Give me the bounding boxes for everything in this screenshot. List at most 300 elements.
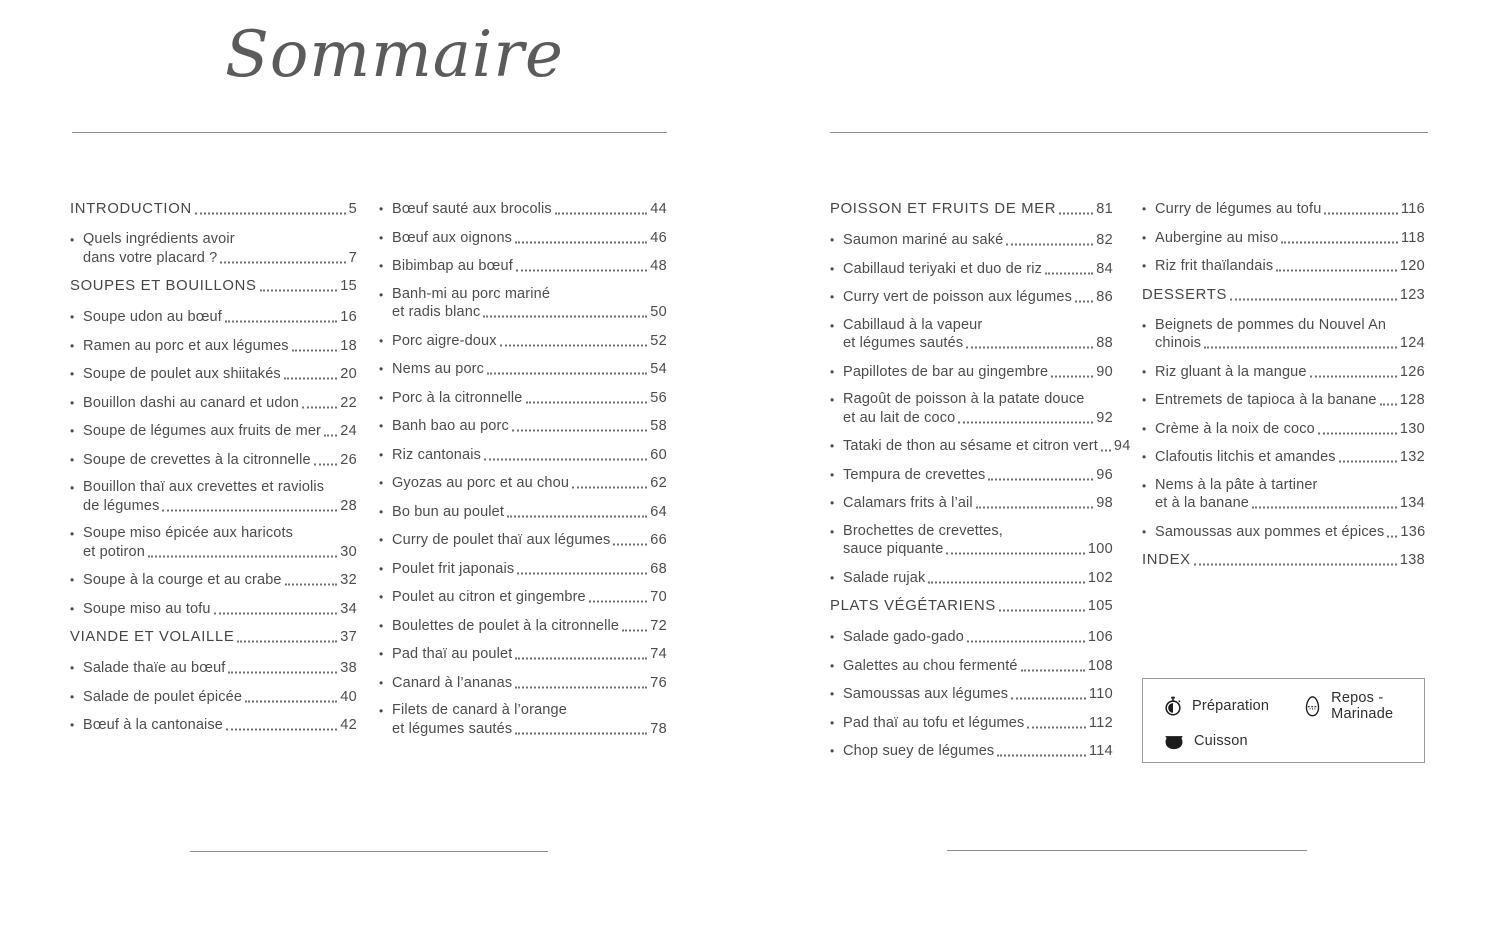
dot-leader: [228, 672, 337, 674]
toc-entry: [830, 685, 1113, 703]
dot-leader: [214, 612, 338, 614]
toc-entry: [1142, 200, 1425, 218]
toc-row: [83, 451, 357, 469]
toc-section: [830, 200, 1113, 218]
entry-body: [843, 494, 1113, 512]
entry-label: de légumes: [83, 497, 160, 514]
entry-label: POISSON ET FRUITS DE MER: [830, 201, 1057, 217]
page-number: 128: [1399, 392, 1425, 408]
entry-label: Curry de légumes au tofu: [1155, 201, 1322, 217]
entry-label: Calamars frits à l’ail: [843, 495, 973, 511]
dot-leader: [517, 572, 647, 574]
entry-label: Cabillaud teriyaki et duo de riz: [843, 260, 1043, 277]
entry-body: [1155, 420, 1425, 438]
toc-row: [392, 531, 667, 549]
entry-body: [843, 391, 1113, 427]
page-number: 32: [340, 572, 357, 588]
entry-label: Chop suey de légumes: [843, 743, 995, 759]
dot-leader: [225, 321, 337, 323]
toc-row: [1155, 391, 1425, 409]
page-number: 138: [1399, 552, 1425, 568]
toc-row: [843, 685, 1113, 703]
page-number: 84: [1096, 260, 1113, 277]
entry-body: [1155, 257, 1425, 275]
bullet-icon: •: [830, 233, 835, 247]
bullet-icon: •: [379, 647, 384, 661]
toc-row: [83, 394, 357, 412]
toc-entry: [379, 200, 667, 218]
page-number: 102: [1087, 569, 1113, 586]
toc-entry: [70, 365, 357, 383]
toc-entry: [830, 742, 1113, 760]
bullet-icon: •: [70, 233, 75, 247]
entry-label: Riz frit thaïlandais: [1155, 258, 1274, 274]
page-number: 34: [340, 600, 357, 617]
toc-entry: [70, 337, 357, 355]
bullet-icon: •: [379, 287, 384, 302]
dot-leader: [285, 584, 338, 586]
bullet-icon: •: [830, 524, 835, 539]
toc-row: [392, 389, 667, 407]
entry-label: Banh-mi au porc mariné: [392, 285, 551, 302]
entry-label: Bœuf aux oignons: [392, 229, 513, 246]
toc-entry: [379, 332, 667, 350]
dot-leader: [526, 401, 648, 403]
bullet-icon: •: [379, 390, 384, 405]
entry-body: [843, 685, 1113, 703]
toc-row: [70, 200, 357, 218]
legend-item-preparation: [1163, 690, 1269, 722]
entry-body: [392, 474, 667, 492]
entry-label: et au lait de coco: [843, 409, 956, 426]
toc-row: [1155, 523, 1425, 541]
entry-label: Pad thaï au tofu et légumes: [843, 714, 1025, 731]
toc-row: [830, 597, 1113, 615]
toc-row: [392, 720, 667, 738]
legend-label-preparation: Préparation: [1192, 698, 1270, 714]
entry-body: [83, 394, 357, 412]
bullet-icon: •: [379, 230, 384, 245]
dot-leader: [487, 373, 647, 375]
entry-body: [1155, 523, 1425, 541]
right-page-bottom-divider: [947, 850, 1307, 851]
dot-leader: [946, 553, 1084, 555]
dot-leader: [1059, 213, 1093, 215]
toc-entry: [379, 674, 667, 692]
toc-row: [83, 716, 357, 734]
dot-leader: [1204, 347, 1397, 349]
page-number: 48: [650, 258, 667, 274]
entry-body: [392, 200, 667, 218]
toc-row: [1155, 334, 1425, 352]
entry-label: Boulettes de poulet à la citronnelle: [392, 617, 620, 634]
dot-leader: [1101, 450, 1111, 452]
entry-body: [392, 286, 667, 322]
toc-row: [392, 360, 667, 378]
bullet-icon: •: [830, 364, 835, 379]
dot-leader: [1339, 461, 1397, 463]
dot-leader: [507, 515, 647, 517]
toc-row: [83, 308, 357, 326]
legend-label-cuisson: Cuisson: [1194, 733, 1248, 749]
dot-leader: [1318, 432, 1397, 434]
bullet-icon: •: [70, 424, 75, 438]
bullet-icon: •: [379, 447, 384, 462]
toc-row: [392, 474, 667, 492]
dot-leader: [1310, 375, 1397, 377]
entry-label: INTRODUCTION: [70, 201, 192, 217]
page-number: 136: [1400, 523, 1426, 540]
entry-label: Porc aigre-doux: [392, 332, 497, 349]
toc-section: [1142, 286, 1425, 304]
toc-column-right-1: [830, 200, 1131, 771]
toc-row: [1155, 200, 1425, 218]
toc-entry: [379, 645, 667, 663]
toc-entry: [70, 571, 357, 589]
dot-leader: [1380, 404, 1397, 406]
bullet-icon: •: [70, 689, 75, 704]
toc-row: [1142, 551, 1425, 569]
bullet-icon: •: [830, 261, 835, 276]
entry-label: Bibimbap au bœuf: [392, 258, 513, 274]
toc-row: [392, 332, 667, 350]
bullet-icon: •: [70, 481, 75, 495]
page-number: 7: [348, 249, 357, 266]
entry-label: Nems au porc: [392, 361, 485, 377]
dot-leader: [1045, 272, 1093, 274]
page-number: 62: [650, 475, 667, 491]
toc-entry: [70, 716, 357, 734]
toc-entry: [830, 288, 1113, 306]
toc-row: [843, 231, 1113, 249]
page-number: 58: [650, 418, 667, 434]
dot-leader: [572, 487, 647, 489]
entry-label: Tempura de crevettes: [843, 466, 986, 483]
legend-label-repos-marinade: Repos - Marinade: [1331, 690, 1394, 722]
bullet-icon: •: [830, 687, 835, 701]
entry-body: [83, 525, 357, 561]
entry-body: [392, 446, 667, 464]
toc-section: [70, 277, 357, 295]
entry-label: dans votre placard ?: [83, 249, 218, 266]
entry-label: Salade de poulet épicée: [83, 688, 243, 705]
entry-label: INDEX: [1142, 552, 1191, 568]
toc-row: [843, 494, 1113, 512]
dot-leader: [483, 316, 647, 318]
page-number: 68: [650, 560, 667, 577]
entry-label: Soupe miso épicée aux haricots: [83, 525, 294, 541]
toc-row: [83, 571, 357, 589]
toc-entry: [830, 628, 1113, 646]
entry-label: Papillotes de bar au gingembre: [843, 363, 1049, 380]
toc-entry: [70, 394, 357, 412]
dot-leader: [1006, 244, 1093, 246]
page-number: 82: [1096, 232, 1113, 248]
toc-row: [392, 303, 667, 321]
left-page-top-divider: [72, 132, 667, 133]
toc-row: [843, 628, 1113, 646]
entry-label: VIANDE ET VOLAILLE: [70, 629, 235, 645]
dot-leader: [324, 435, 337, 437]
toc-row: [83, 497, 357, 515]
page-number: 112: [1088, 714, 1113, 731]
bullet-icon: •: [379, 362, 384, 376]
entry-body: [83, 337, 357, 355]
page-number: 74: [650, 646, 667, 662]
toc-entry: [830, 494, 1113, 512]
dot-leader: [516, 270, 647, 272]
toc-row: [392, 257, 667, 275]
toc-entry: [379, 474, 667, 492]
toc-row: [843, 742, 1113, 760]
dot-leader: [226, 729, 337, 731]
toc-row: [1142, 286, 1425, 304]
toc-entry: [1142, 448, 1425, 466]
bullet-icon: •: [830, 290, 835, 304]
bullet-icon: •: [379, 618, 384, 633]
toc-entry: [830, 363, 1113, 381]
dot-leader: [284, 378, 337, 380]
entry-body: [392, 560, 667, 578]
dot-leader: [1387, 535, 1397, 537]
entry-body: [843, 437, 1131, 455]
page-number: 66: [650, 532, 667, 548]
entry-body: [843, 714, 1113, 732]
stopwatch-icon: [1163, 696, 1183, 717]
bullet-icon: •: [830, 467, 835, 482]
entry-label: et à la banane: [1155, 495, 1250, 511]
page-number: 22: [340, 394, 357, 411]
bullet-icon: •: [70, 661, 75, 675]
toc-entry: [830, 466, 1113, 484]
bullet-icon: •: [379, 704, 384, 718]
toc-row: [1155, 257, 1425, 275]
toc-entry: [70, 479, 357, 515]
entry-body: [843, 569, 1113, 587]
toc-entry: [830, 437, 1131, 455]
entry-label: Soupe udon au bœuf: [83, 309, 222, 325]
toc-row: [1155, 420, 1425, 438]
bullet-icon: •: [70, 367, 75, 381]
entry-label: Soupe de légumes aux fruits de mer: [83, 423, 322, 439]
toc-entry: [379, 286, 667, 322]
toc-entry: [1142, 317, 1425, 353]
entry-label: Soupe miso au tofu: [83, 600, 211, 617]
page-number: 114: [1088, 743, 1113, 759]
bullet-icon: •: [830, 744, 835, 758]
page-number: 108: [1087, 657, 1113, 674]
page-number: 20: [340, 366, 357, 382]
bullet-icon: •: [379, 561, 384, 576]
bullet-icon: •: [379, 504, 384, 519]
bullet-icon: •: [70, 395, 75, 410]
page-number: 81: [1096, 201, 1113, 217]
entry-body: [843, 628, 1113, 646]
entry-label: Riz cantonais: [392, 446, 481, 463]
bullet-icon: •: [70, 573, 75, 587]
dot-leader: [958, 421, 1093, 423]
toc-row: [83, 337, 357, 355]
entry-body: [843, 466, 1113, 484]
dot-leader: [589, 601, 647, 603]
toc-section: [1142, 551, 1425, 569]
toc-entry: [70, 659, 357, 677]
bullet-icon: •: [379, 533, 384, 547]
toc-row: [843, 437, 1131, 455]
toc-entry: [379, 389, 667, 407]
entry-body: [83, 365, 357, 383]
entry-label: Brochettes de crevettes,: [843, 522, 1003, 539]
dot-leader: [515, 658, 647, 660]
page-number: 105: [1087, 598, 1113, 614]
page-number: 126: [1399, 363, 1425, 380]
left-page-bottom-divider: [190, 851, 548, 852]
entry-label: Galettes au chou fermenté: [843, 657, 1018, 674]
bullet-icon: •: [70, 338, 75, 353]
entry-label: Bœuf à la cantonaise: [83, 717, 224, 733]
entry-body: [1155, 200, 1425, 218]
toc-row: [392, 560, 667, 578]
toc-row: [392, 417, 667, 435]
egg-timer-icon: [1303, 695, 1322, 718]
page-number: 16: [340, 309, 357, 325]
entry-body: [392, 229, 667, 247]
entry-body: [392, 617, 667, 635]
dot-leader: [966, 347, 1093, 349]
entry-body: [843, 231, 1113, 249]
entry-label: Nems à la pâte à tartiner: [1155, 476, 1318, 493]
toc-row: [1155, 494, 1425, 512]
entry-body: [83, 308, 357, 326]
page-number: 24: [340, 423, 357, 439]
bullet-icon: •: [379, 259, 384, 273]
toc-entry: [70, 525, 357, 561]
entry-body: [392, 389, 667, 407]
entry-label: PLATS VÉGÉTARIENS: [830, 598, 996, 614]
entry-label: Ragoût de poisson à la patate douce: [843, 391, 1085, 407]
bullet-icon: •: [830, 393, 835, 407]
bullet-icon: •: [830, 630, 835, 644]
entry-body: [392, 332, 667, 350]
dot-leader: [1230, 298, 1397, 300]
entry-label: Pad thaï au poulet: [392, 646, 513, 662]
entry-body: [392, 645, 667, 663]
bullet-icon: •: [1142, 259, 1147, 273]
dot-leader: [613, 544, 647, 546]
toc-row: [1155, 448, 1425, 466]
toc-row: [843, 288, 1113, 306]
pot-icon: [1163, 731, 1185, 751]
toc-row: [83, 543, 357, 561]
entry-label: Bouillon thaï aux crevettes et raviolis: [83, 479, 325, 495]
page-number: 64: [650, 503, 667, 520]
bullet-icon: •: [830, 439, 835, 453]
entry-label: Cabillaud à la vapeur: [843, 316, 983, 333]
dot-leader: [1276, 270, 1397, 272]
toc-entry: [379, 503, 667, 521]
entry-body: [83, 479, 357, 515]
entry-body: [83, 659, 357, 677]
toc-row: [843, 540, 1113, 558]
bullet-icon: •: [379, 675, 384, 690]
bullet-icon: •: [1142, 230, 1147, 245]
bullet-icon: •: [1142, 478, 1147, 493]
toc-row: [392, 645, 667, 663]
toc-row: [70, 277, 357, 295]
toc-entry: [1142, 257, 1425, 275]
entry-label: Banh bao au porc: [392, 418, 509, 434]
dot-leader: [162, 509, 337, 511]
entry-label: Canard à l’ananas: [392, 674, 513, 691]
dot-leader: [292, 349, 338, 351]
toc-row: [843, 657, 1113, 675]
page-number: 118: [1400, 229, 1425, 246]
toc-entry: [379, 531, 667, 549]
dot-leader: [997, 755, 1086, 757]
dot-leader: [1021, 669, 1085, 671]
dot-leader: [1194, 564, 1397, 566]
dot-leader: [484, 458, 647, 460]
bullet-icon: •: [1142, 450, 1147, 464]
entry-body: [83, 451, 357, 469]
entry-label: Riz gluant à la mangue: [1155, 363, 1307, 380]
page-number: 15: [340, 278, 357, 294]
toc-entry: [1142, 363, 1425, 381]
entry-label: Salade thaïe au bœuf: [83, 660, 226, 676]
page-number: 26: [340, 451, 357, 468]
entry-body: [392, 702, 667, 738]
page-number: 106: [1087, 629, 1113, 645]
entry-body: [83, 716, 357, 734]
entry-label: Ramen au porc et aux légumes: [83, 337, 289, 354]
bullet-icon: •: [830, 570, 835, 585]
entry-label: Porc à la citronnelle: [392, 389, 523, 406]
entry-label: Samoussas aux légumes: [843, 686, 1009, 702]
toc-column-right-2: [1142, 200, 1425, 582]
entry-label: Salade gado-gado: [843, 629, 964, 645]
dot-leader: [555, 213, 647, 215]
entry-label: Soupe de crevettes à la citronnelle: [83, 451, 311, 468]
toc-row: [83, 249, 357, 267]
page-number: 78: [650, 720, 667, 737]
entry-body: [83, 600, 357, 618]
dot-leader: [515, 686, 647, 688]
entry-body: [1155, 317, 1425, 353]
toc-entry: [379, 702, 667, 738]
bullet-icon: •: [1142, 364, 1147, 379]
bullet-icon: •: [1142, 524, 1147, 539]
page-number: 28: [340, 497, 357, 514]
page-number: 134: [1399, 495, 1425, 511]
entry-label: Bouillon dashi au canard et udon: [83, 394, 300, 411]
entry-label: Bœuf sauté aux brocolis: [392, 201, 552, 217]
bullet-icon: •: [830, 715, 835, 730]
page-number: 110: [1088, 686, 1113, 702]
entry-label: SOUPES ET BOUILLONS: [70, 278, 257, 294]
bullet-icon: •: [379, 333, 384, 348]
dot-leader: [515, 241, 647, 243]
entry-label: Tataki de thon au sésame et citron vert: [843, 438, 1098, 454]
entry-body: [392, 588, 667, 606]
entry-label: Quels ingrédients avoir: [83, 231, 235, 247]
toc-entry: [379, 229, 667, 247]
toc-row: [392, 617, 667, 635]
toc-row: [843, 334, 1113, 352]
toc-entry: [379, 588, 667, 606]
bullet-icon: •: [1142, 318, 1147, 333]
toc-entry: [830, 391, 1113, 427]
entry-label: et légumes sautés: [392, 720, 513, 737]
